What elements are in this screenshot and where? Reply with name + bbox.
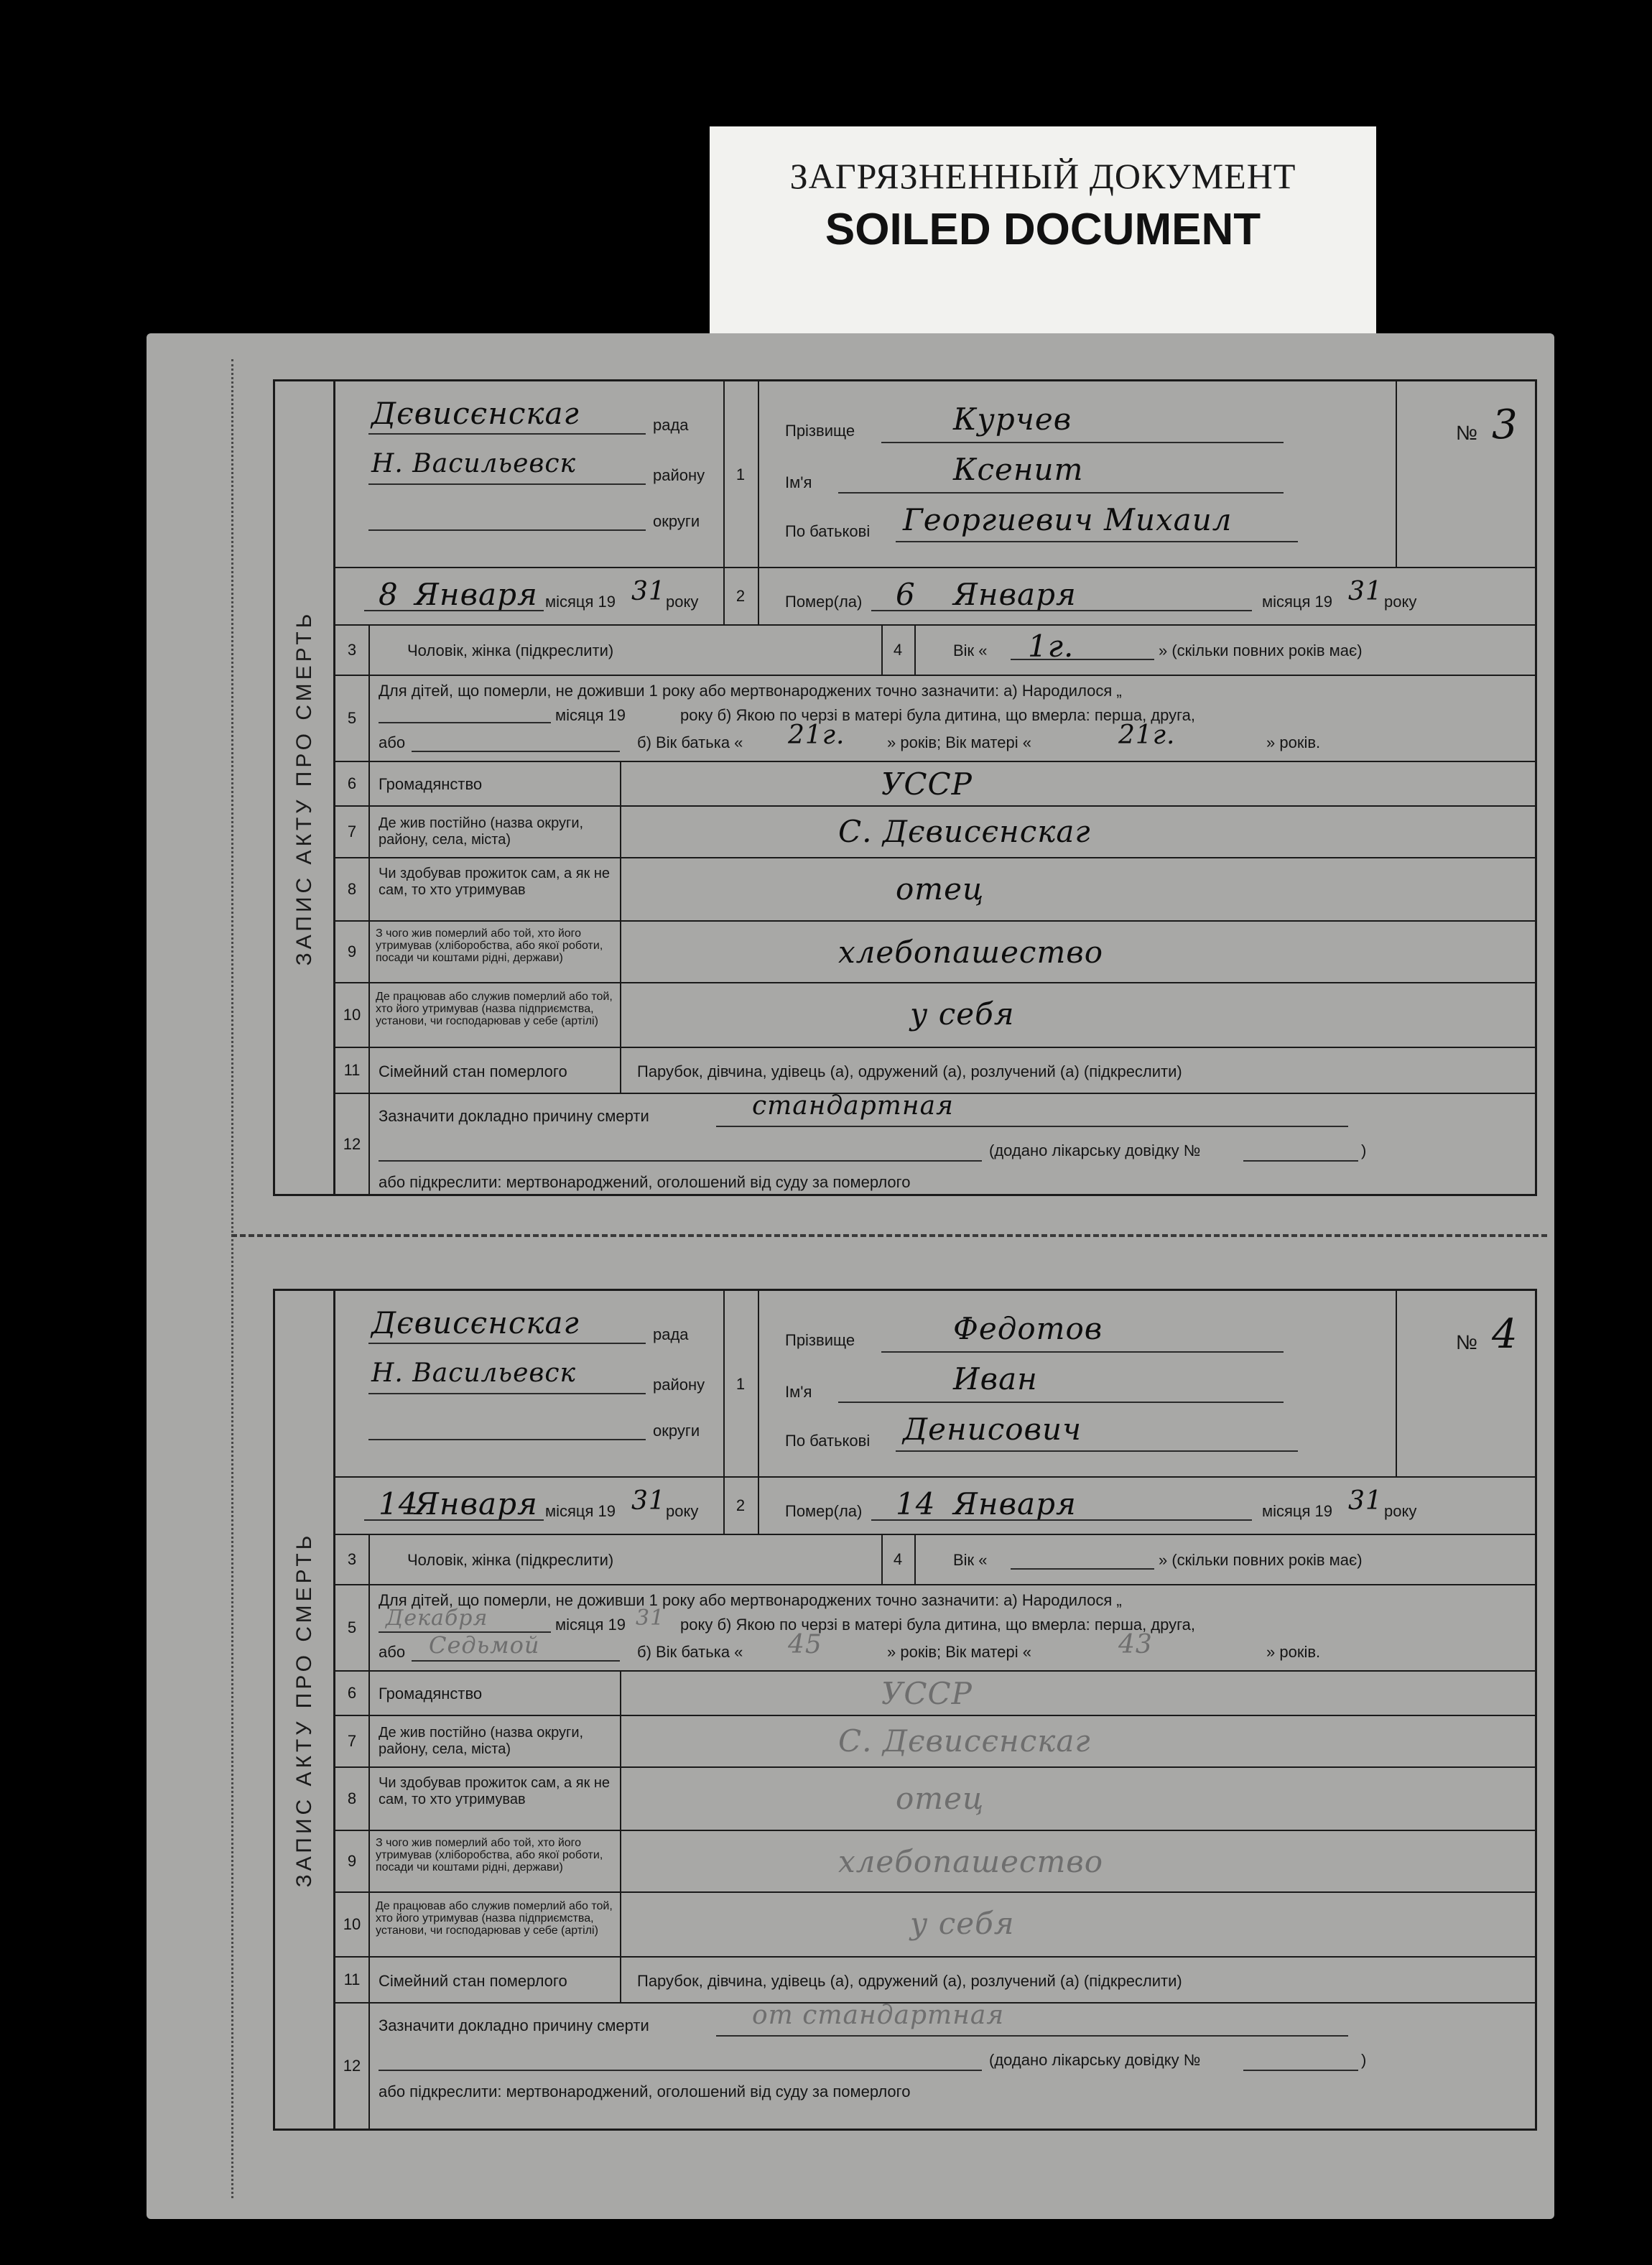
row5-line3c: » років; Вік матері « (887, 733, 1031, 751)
patronymic-label: По батькові (785, 1432, 871, 1450)
marital-label: Сімейний стан померлого (379, 1972, 567, 1990)
born-month: Декабря (386, 1606, 488, 1631)
date-row: 2 14 Января місяця 19 31 року Помер(ла) 14 Января місяця 19 31 року (335, 1478, 1535, 1535)
mother-age: 21г. (1118, 721, 1176, 750)
death-label: Помер(ла) (785, 1502, 863, 1520)
cause-value: стандартная (752, 1091, 954, 1121)
death-year-label: року (1384, 593, 1417, 611)
date-row: 2 8 Января місяця 19 31 року Помер(ла) 6 Января місяця 19 31 року (335, 568, 1535, 626)
header-row: 1 Дєвисєнскаг рада Н. Васильевск району округи Прізвище Федотов Ім'я Иван По батькові Денисович № 4 (335, 1291, 1535, 1478)
stamp-english-text: SOILED DOCUMENT (825, 205, 1261, 254)
father-age: 45 (788, 1630, 822, 1659)
reg-year-label: року (666, 593, 699, 611)
row-9: 9 З чого жив померлий або той, хто його утримував (хліборобства, або якої роботи, посади чи коштами рідні, держави) хлебопашество (335, 922, 1535, 983)
occupation-label: З чого жив померлий або той, хто його утримував (хліборобства, або якої роботи, посади чи коштами рідні, держави) (376, 1837, 603, 1873)
surname-label: Прізвище (785, 422, 855, 440)
row-7: 7 Де жив постійно (назва округи, району, села, міста) С. Дєвисєнскаг (335, 1716, 1535, 1768)
mother-age: 43 (1118, 1630, 1153, 1659)
citizenship-label: Громадянство (379, 775, 483, 793)
record-number: 4 (1492, 1311, 1518, 1358)
marital-label: Сімейний стан померлого (379, 1062, 567, 1080)
death-month: Января (953, 577, 1077, 612)
rayon-value: Н. Васильевск (371, 1358, 576, 1388)
rayon-value: Н. Васильевск (371, 449, 576, 478)
death-record-form-2 (273, 1289, 1537, 2131)
age-open-label: Вік « (953, 641, 988, 659)
number-label: № (1456, 422, 1478, 444)
row-12: 12 Зазначити докладно причину смерти от стандартная (додано лікарську довідку № ) або підкреслити: мертвонароджений, оголошений від суду за померлого (335, 2004, 1535, 2129)
name-label: Ім'я (785, 473, 812, 491)
row-7: 7 Де жив постійно (назва округи, району, села, міста) С. Дєвисєнскаг (335, 807, 1535, 858)
row5-line3d: » років. (1266, 733, 1321, 751)
cause-certificate-label: (додано лікарську довідку № (989, 1141, 1201, 1159)
name-value: Иван (953, 1361, 1038, 1396)
reg-month-label: місяця 19 (545, 593, 616, 611)
workplace-value: у себя (910, 1906, 1015, 1941)
side-title-text: ЗАПИС АКТУ ПРО СМЕРТЬ (292, 610, 316, 965)
citizenship-value: УССР (881, 766, 973, 802)
death-month: Января (953, 1486, 1077, 1521)
death-day: 6 (896, 577, 916, 612)
death-year: 31 (1348, 1486, 1383, 1516)
reg-day: 8 (379, 577, 399, 612)
workplace-label: Де працював або служив померлий або той, хто його утримував (назва підприємства, установи, чи господарював у себе (артілі) (376, 1900, 613, 1937)
row5-line3a: або (379, 733, 406, 751)
soiled-document-stamp (710, 126, 1376, 342)
occupation-value: хлебопашество (838, 1844, 1104, 1879)
age-open-label: Вік « (953, 1551, 988, 1569)
rada-value: Дєвисєнскаг (371, 396, 580, 431)
fold-line (231, 359, 233, 2198)
support-label: Чи здобував прожиток сам, а як не сам, то хто утримував (379, 866, 611, 898)
row5-line1: Для дітей, що померли, не доживши 1 року або мертвонароджених точно зазначити: а) Народилося „ (379, 682, 1122, 700)
cause-label: Зазначити докладно причину смерти (379, 2016, 649, 2034)
support-value: отец (896, 1781, 985, 1816)
row5-line3c: » років; Вік матері « (887, 1643, 1031, 1661)
row5-line3b: б) Вік батька « (637, 733, 743, 751)
row-10: 10 Де працював або служив померлий або той, хто його утримував (назва підприємства, установи, чи господарював у себе (артілі) у себя (335, 1893, 1535, 1958)
surname-value: Курчев (953, 402, 1072, 437)
row5-line2b: року б) Якою по черзі в матері була дитина, що вмерла: перша, друга, (680, 1616, 1196, 1634)
patronymic-value: Георгиевич Михаил (903, 502, 1233, 537)
name-value: Ксенит (953, 452, 1084, 487)
row5-line3a: або (379, 1643, 406, 1661)
reg-year-label: року (666, 1502, 699, 1520)
stillborn-label: або підкреслити: мертвонароджений, оголошений від суду за померлого (379, 2083, 911, 2100)
workplace-label: Де працював або служив померлий або той, хто його утримував (назва підприємства, установи, чи господарював у себе (артілі) (376, 991, 613, 1027)
row-11: 11 Сімейний стан померлого Парубок, дівчина, удівець (а), одружений (а), розлучений (а) (підкреслити) (335, 1958, 1535, 2004)
row5-line1: Для дітей, що померли, не доживши 1 року або мертвонароджених точно зазначити: а) Народилося „ (379, 1591, 1122, 1609)
cause-certificate-label: (додано лікарську довідку № (989, 2051, 1201, 2069)
row5-line2: місяця 19 (555, 706, 626, 724)
reg-month: Января (414, 577, 538, 612)
child-order: Седьмой (429, 1631, 540, 1659)
death-year-label: року (1384, 1502, 1417, 1520)
row5-line3d: » років. (1266, 1643, 1321, 1661)
okrugy-label: округи (653, 1422, 700, 1440)
age-close-label: » (скільки повних років має) (1159, 641, 1363, 659)
residence-value: С. Дєвисєнскаг (838, 814, 1091, 849)
residence-value: С. Дєвисєнскаг (838, 1723, 1091, 1759)
residence-label: Де жив постійно (назва округи, району, села, міста) (379, 815, 584, 848)
reg-day: 14 (379, 1486, 419, 1521)
row5-line2: місяця 19 (555, 1616, 626, 1634)
row-3-4: 3 Чоловік, жінка (підкреслити) 4 Вік « » (скільки повних років має) (335, 1535, 1535, 1585)
sex-label: Чоловік, жінка (підкреслити) (407, 1551, 614, 1569)
stamp-russian-text: ЗАГРЯЗНЕННЫЙ ДОКУМЕНТ (789, 156, 1296, 196)
record-number: 3 (1492, 402, 1518, 448)
name-label: Ім'я (785, 1383, 812, 1401)
cause-value: от стандартная (752, 2001, 1005, 2030)
rada-label: рада (653, 416, 689, 434)
reg-month-label: місяця 19 (545, 1502, 616, 1520)
okrugy-label: округи (653, 512, 700, 530)
workplace-value: у себя (910, 996, 1015, 1032)
patronymic-label: По батькові (785, 522, 871, 540)
header-row: 1 Дєвисєнскаг рада Н. Васильевск району округи Прізвище Курчев Ім'я Ксенит По батькові Георгиевич Михаил № 3 (335, 381, 1535, 568)
row-9: 9 З чого жив померлий або той, хто його утримував (хліборобства, або якої роботи, посади чи коштами рідні, держави) хлебопашество (335, 1831, 1535, 1893)
occupation-value: хлебопашество (838, 935, 1104, 970)
marital-options: Парубок, дівчина, удівець (а), одружений (а), розлучений (а) (підкреслити) (637, 1062, 1182, 1080)
death-month-label: місяця 19 (1262, 593, 1333, 611)
row-10: 10 Де працював або служив померлий або той, хто його утримував (назва підприємства, установи, чи господарював у себе (артілі) у себя (335, 983, 1535, 1048)
born-year: 31 (636, 1606, 665, 1631)
row-8: 8 Чи здобував прожиток сам, а як не сам, то хто утримував отец (335, 1768, 1535, 1831)
father-age: 21г. (788, 721, 845, 750)
cause-certificate-end: ) (1361, 1141, 1367, 1159)
support-value: отец (896, 871, 985, 907)
row-11: 11 Сімейний стан померлого Парубок, дівчина, удівець (а), одружений (а), розлучений (а) (підкреслити) (335, 1048, 1535, 1094)
row-6: 6 Громадянство УССР (335, 1672, 1535, 1716)
occupation-label: З чого жив померлий або той, хто його утримував (хліборобства, або якої роботи, посади чи коштами рідні, держави) (376, 927, 603, 964)
number-label: № (1456, 1331, 1478, 1353)
rayon-label: району (653, 1376, 705, 1394)
stillborn-label: або підкреслити: мертвонароджений, оголошений від суду за померлого (379, 1173, 911, 1191)
row-5: 5 Для дітей, що померли, не доживши 1 року або мертвонароджених точно зазначити: а) Народилося „ місяця 19 року б) Якою по черзі в матері була дитина, що вмерла: перша, друга, або б) Вік батька « 21г. » років; Вік матері « 21г. » років. (335, 676, 1535, 762)
row5-line2b: року б) Якою по черзі в матері була дитина, що вмерла: перша, друга, (680, 706, 1196, 724)
sex-label: Чоловік, жінка (підкреслити) (407, 641, 614, 659)
patronymic-value: Денисович (903, 1412, 1082, 1447)
death-label: Помер(ла) (785, 593, 863, 611)
cause-label: Зазначити докладно причину смерти (379, 1107, 649, 1125)
residence-label: Де жив постійно (назва округи, району, села, міста) (379, 1725, 584, 1757)
row5-line3b: б) Вік батька « (637, 1643, 743, 1661)
surname-label: Прізвище (785, 1331, 855, 1349)
cause-certificate-end: ) (1361, 2051, 1367, 2069)
surname-value: Федотов (953, 1311, 1103, 1346)
side-title (275, 381, 335, 1194)
death-year: 31 (1348, 577, 1383, 606)
rada-label: рада (653, 1325, 689, 1343)
support-label: Чи здобував прожиток сам, а як не сам, то хто утримував (379, 1775, 611, 1807)
death-record-form-1 (273, 379, 1537, 1196)
reg-year: 31 (631, 577, 666, 606)
rayon-label: району (653, 466, 705, 484)
age-close-label: » (скільки повних років має) (1159, 1551, 1363, 1569)
side-title-text: ЗАПИС АКТУ ПРО СМЕРТЬ (292, 1532, 316, 1888)
row-3-4: 3 Чоловік, жінка (підкреслити) 4 Вік « 1г. » (скільки повних років має) (335, 626, 1535, 676)
reg-year: 31 (631, 1486, 666, 1516)
row-5: 5 Для дітей, що померли, не доживши 1 року або мертвонароджених точно зазначити: а) Народилося „ Декабря місяця 19 31 року б) Якою по черзі в матері була дитина, що вмерла: перша, друга, або Седьмой б) Вік батька « 45 » років; Вік матері « 43 » років. (335, 1585, 1535, 1672)
reg-month: Января (414, 1486, 538, 1521)
death-month-label: місяця 19 (1262, 1502, 1333, 1520)
marital-options: Парубок, дівчина, удівець (а), одружений (а), розлучений (а) (підкреслити) (637, 1972, 1182, 1990)
row-12: 12 Зазначити докладно причину смерти стандартная (додано лікарську довідку № ) або підкреслити: мертвонароджений, оголошений від суду за померлого (335, 1094, 1535, 1194)
citizenship-value: УССР (881, 1676, 973, 1711)
form-separator (231, 1234, 1547, 1237)
side-title (275, 1291, 335, 2129)
row-8: 8 Чи здобував прожиток сам, а як не сам, то хто утримував отец (335, 858, 1535, 922)
death-day: 14 (896, 1486, 936, 1521)
row-6: 6 Громадянство УССР (335, 762, 1535, 807)
rada-value: Дєвисєнскаг (371, 1305, 580, 1340)
citizenship-label: Громадянство (379, 1685, 483, 1703)
age-value: 1г. (1028, 629, 1075, 664)
